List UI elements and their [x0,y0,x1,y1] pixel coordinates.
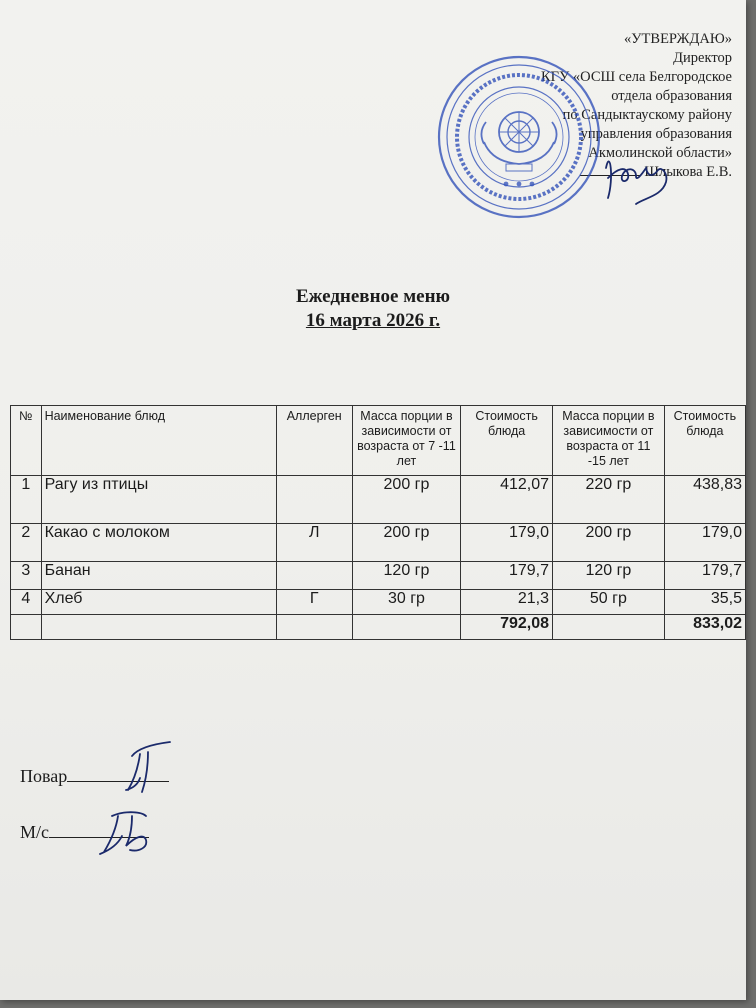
approval-block [412,30,732,182]
cook-signature-line [67,767,169,782]
approval-title: «УТВЕРЖДАЮ» [624,31,732,47]
table-row [11,524,746,562]
approval-signer-row [412,163,732,182]
header-price-7-11: Стоимость блюда [461,406,553,476]
approval-org-line-2: отдела образования [611,88,732,104]
table-header-row [11,406,746,476]
approval-org-line-3: по Сандыктаускому району [562,107,732,123]
menu-date: 16 марта 2026 г. [305,310,441,331]
cell-empty [276,615,352,640]
cell-no: 1 [11,476,42,524]
cell-price-7-11: 412,07 [461,476,553,524]
cell-allergen [276,476,352,524]
cell-allergen: Г [276,590,352,615]
cell-mass-11-15: 200 гр [553,524,665,562]
total-price-11-15: 833,02 [664,615,745,640]
cell-price-11-15: 179,7 [664,562,745,590]
header-price-11-15: Стоимость блюда [664,406,745,476]
table-row [11,590,746,615]
cell-empty [352,615,461,640]
cell-name: Рагу из птицы [41,476,276,524]
total-price-7-11: 792,08 [461,615,553,640]
document-title [0,285,746,333]
cell-price-7-11: 21,3 [461,590,553,615]
cell-name: Хлеб [41,590,276,615]
cell-name: Банан [41,562,276,590]
cell-price-7-11: 179,0 [461,524,553,562]
cell-mass-7-11: 200 гр [352,476,461,524]
cook-label: Повар [20,766,68,786]
cell-allergen [276,562,352,590]
header-no: № [11,406,42,476]
header-allergen: Аллерген [276,406,352,476]
cook-signature-row [20,766,169,787]
cell-empty [553,615,665,640]
cell-mass-7-11: 120 гр [352,562,461,590]
nurse-signature-line [49,823,149,838]
nurse-label: М/с [20,822,49,842]
table-row [11,562,746,590]
cell-no: 4 [11,590,42,615]
table-row [11,476,746,524]
approval-signer: Шлыкова Е.В. [644,164,732,180]
director-signature-line [580,163,640,176]
cell-price-11-15: 35,5 [664,590,745,615]
cell-empty [11,615,42,640]
cell-mass-11-15: 220 гр [553,476,665,524]
approval-org-line-5: Акмолинской области» [588,145,732,161]
cell-price-11-15: 438,83 [664,476,745,524]
nurse-signature-row [20,822,149,843]
header-mass-7-11: Масса порции в зависимости от возраста от 7 -11 лет [352,406,461,476]
approval-org-line-4: управления образования [580,126,732,142]
header-mass-11-15: Масса порции в зависимости от возраста от 11 -15 лет [553,406,665,476]
cell-mass-7-11: 200 гр [352,524,461,562]
cell-mass-7-11: 30 гр [352,590,461,615]
approval-position: Директор [673,50,732,66]
cell-empty [41,615,276,640]
cell-allergen: Л [276,524,352,562]
cell-mass-11-15: 120 гр [553,562,665,590]
table-total-row [11,615,746,640]
approval-org-line-1: КГУ «ОСШ села Белгородское [540,69,732,85]
cell-no: 2 [11,524,42,562]
cell-price-7-11: 179,7 [461,562,553,590]
cell-price-11-15: 179,0 [664,524,745,562]
cell-no: 3 [11,562,42,590]
cell-mass-11-15: 50 гр [553,590,665,615]
cell-name: Какао с молоком [41,524,276,562]
menu-table [10,405,746,640]
header-name: Наименование блюд [41,406,276,476]
menu-heading: Ежедневное меню [295,286,451,307]
